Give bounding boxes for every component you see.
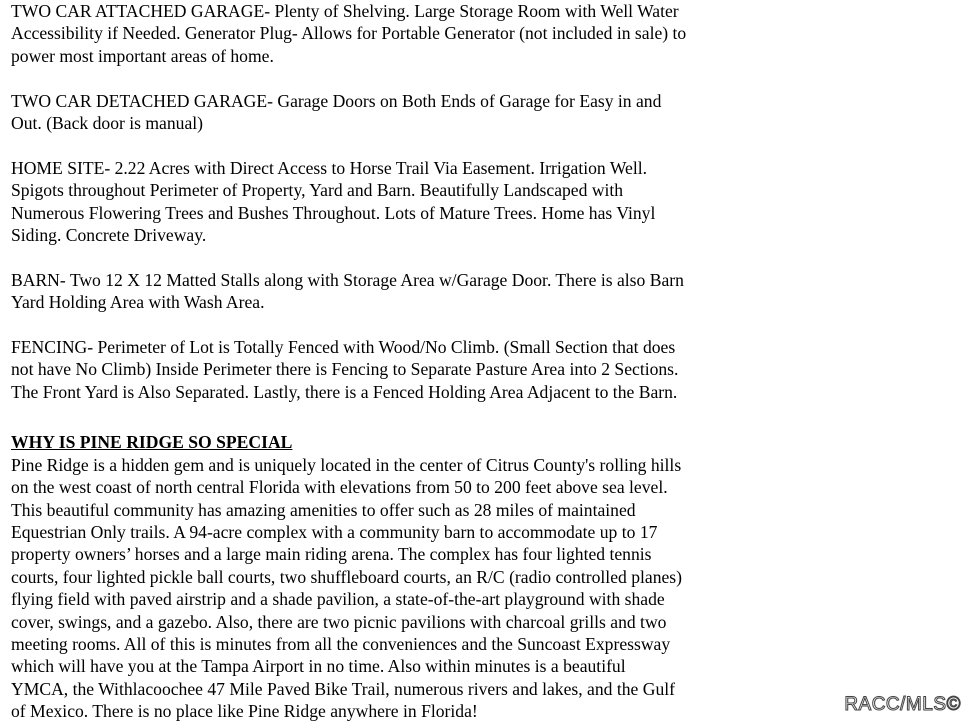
text-line: TWO CAR ATTACHED GARAGE- Plenty of Shelving. Large Storage Room with Well Water [11,1,679,21]
text-line: not have No Climb) Inside Perimeter there is Fencing to Separate Pasture Area into 2 Sections. [11,359,679,380]
text-line: YMCA, the Withlacoochee 47 Mile Paved Bike Trail, numerous rivers and lakes, and the Gulf [11,678,675,699]
text-line: Siding. Concrete Driveway. [11,224,207,245]
paragraph-gap [11,134,781,156]
text-line: power most important areas of home. [11,45,274,66]
text-line: FENCING- Perimeter of Lot is Totally Fenced with Wood/No Climb. (Small Section that does [11,336,676,357]
section-pine-ridge [11,425,781,722]
text-line: property owners’ horses and a large main riding arena. The complex has four lighted tennis [11,544,652,565]
text-line: The Front Yard is Also Separated. Lastly, there is a Fenced Holding Area Adjacent to the Barn. [11,381,678,402]
text-line: Spigots throughout Perimeter of Property, Yard and Barn. Beautifully Landscaped with [11,180,624,201]
paragraph-gap [11,246,781,268]
text-line: on the west coast of north central Florida with elevations from 50 to 200 feet above sea level. [11,477,668,498]
section-detached-garage [11,90,781,135]
text-line: of Mexico. There is no place like Pine Ridge anywhere in Florida! [11,701,478,722]
text-line: which will have you at the Tampa Airport in no time. Also within minutes is a beautiful [11,656,626,677]
text-line: Equestrian Only trails. A 94-acre complex with a community barn to accommodate up to 17 [11,521,658,542]
section-barn [11,269,781,314]
section-fencing [11,336,781,403]
text-line: Accessibility if Needed. Generator Plug- Allows for Portable Generator (not included in sale) to [11,23,687,44]
section-home-site [11,157,781,247]
document-body [11,0,781,723]
mls-watermark: RACC/MLS© [844,694,961,715]
text-line: BARN- Two 12 X 12 Matted Stalls along with Storage Area w/Garage Door. There is also Barn [11,269,684,290]
text-line: courts, four lighted pickle ball courts, two shuffleboard courts, an R/C (radio controlled planes) [11,566,683,587]
text-line: cover, swings, and a gazebo. Also, there are two picnic pavilions with charcoal grills and two [11,611,667,632]
text-line: Pine Ridge is a hidden gem and is uniquely located in the center of Citrus County's rolling hills [11,454,682,475]
text-line: meeting rooms. All of this is minutes from all the conveniences and the Suncoast Expressway [11,633,671,654]
text-line: Numerous Flowering Trees and Bushes Throughout. Lots of Mature Trees. Home has Vinyl [11,202,656,223]
text-line: flying field with paved airstrip and a shade pavilion, a state-of-the-art playground with shade [11,589,665,610]
paragraph-gap [11,403,781,425]
text-line: TWO CAR DETACHED GARAGE- Garage Doors on Both Ends of Garage for Easy in and [11,90,662,111]
section-heading: WHY IS PINE RIDGE SO SPECIAL [11,432,293,453]
text-line: HOME SITE- 2.22 Acres with Direct Access to Horse Trail Via Easement. Irrigation Well. [11,157,647,178]
section-attached-garage [11,0,781,67]
text-line: Yard Holding Area with Wash Area. [11,292,265,313]
text-line: Out. (Back door is manual) [11,112,204,133]
paragraph-gap [11,67,781,89]
text-line: This beautiful community has amazing amenities to offer such as 28 miles of maintained [11,499,636,520]
paragraph-gap [11,313,781,335]
